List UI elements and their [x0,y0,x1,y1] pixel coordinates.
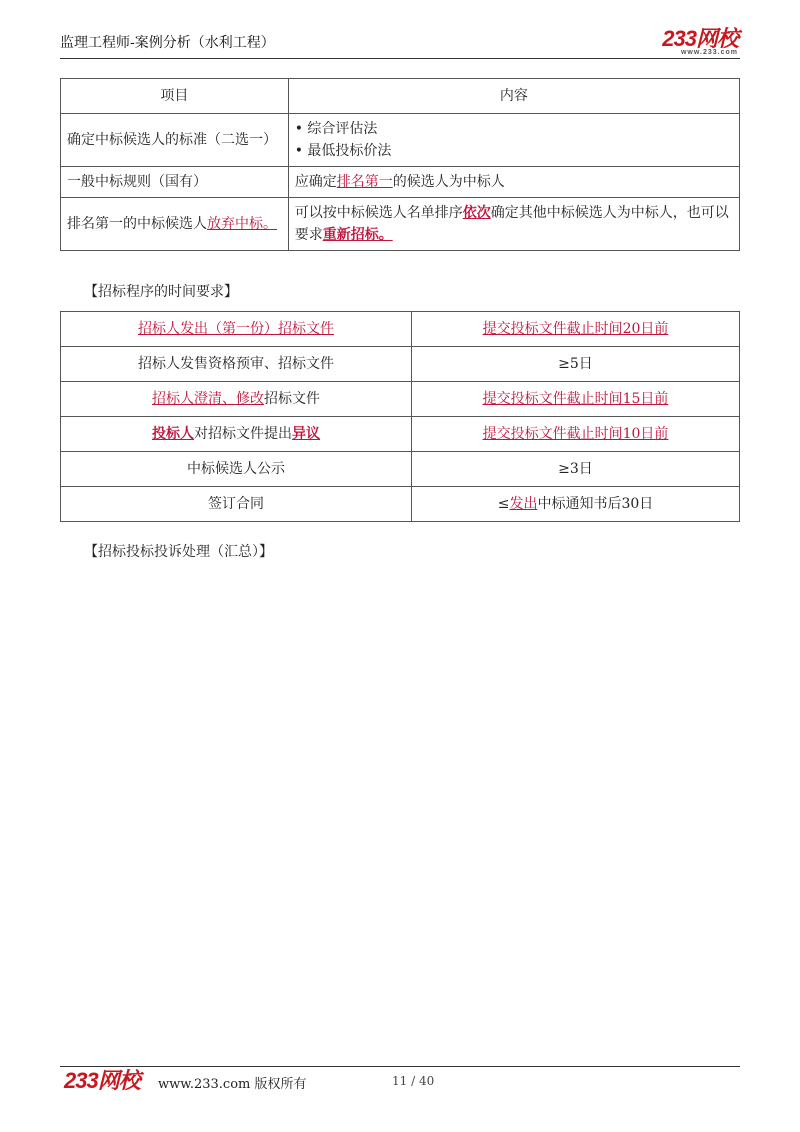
table-row [61,167,740,198]
highlight-text: 招标人发出（第一份）招标文件 [138,321,334,337]
footer-logo[interactable] [64,1064,140,1095]
cell-step: 中标候选人公示 [61,452,412,487]
highlight-text: 放弃中标。 [207,216,277,232]
text: 应确定 [294,174,337,190]
header-divider [60,58,740,59]
table-row [61,487,740,522]
text: 中标通知书后30日 [537,496,654,512]
cell-step [61,417,412,452]
highlight-text: 发出 [509,496,538,512]
table-row [61,347,740,382]
highlight-text: 重新招标。 [322,227,393,243]
table-row [61,417,740,452]
footer-divider [60,1066,740,1067]
page-header [60,28,740,58]
text: 的候选人为中标人 [392,174,505,190]
document-title: 监理工程师-案例分析（水利工程） [60,35,275,51]
text: ≤ [497,496,510,512]
highlight-text: 招标人澄清、修改 [152,391,264,407]
list-item: • 综合评估法 [294,121,378,137]
highlight-text: 提交投标文件截止时间15日前 [482,391,669,407]
cell-step: 招标人发售资格预审、招标文件 [61,347,412,382]
cell-step: 签订合同 [61,487,412,522]
highlight-text: 依次 [462,205,491,221]
text: 招标文件 [264,391,320,407]
list-item: • 最低投标价法 [294,143,392,159]
table-row [61,312,740,347]
table-header-row [61,79,740,114]
section-heading-time-requirements: 【招标程序的时间要求】 [84,284,238,300]
tender-timeline-table [60,311,740,522]
cell-deadline [412,417,740,452]
cell-deadline: ≥3日 [412,452,740,487]
cell-deadline [412,382,740,417]
logo-text: 233网校 [662,26,738,51]
cell-item: 确定中标候选人的标准（二选一） [61,114,289,167]
text: 可以按中标候选人名单排序 [294,205,463,221]
highlight-text: 投标人 [152,426,194,442]
cell-deadline [412,312,740,347]
cell-item: 一般中标规则（国有） [61,167,289,198]
table-row [61,382,740,417]
highlight-text: 排名第一 [336,174,393,190]
cell-item [61,198,289,251]
copyright-text: www.233.com 版权所有 [158,1077,307,1092]
highlight-text: 异议 [292,426,320,442]
column-header-item: 项目 [61,79,289,114]
cell-content [288,114,739,167]
table-row [61,198,740,251]
text: 排名第一的中标候选人 [67,216,207,232]
column-header-content: 内容 [288,79,739,114]
table-row [61,114,740,167]
cell-deadline: ≥5日 [412,347,740,382]
highlight-text: 提交投标文件截止时间20日前 [482,321,669,337]
brand-logo[interactable] [662,22,738,56]
table-row [61,452,740,487]
text: 对招标文件提出 [194,426,292,442]
text: 确定其他中标候选人为中标人，也可以要求 [294,205,729,243]
logo-url: www.233.com [680,49,738,56]
logo-text: 233网校 [64,1068,140,1093]
cell-step [61,382,412,417]
section-heading-complaint-handling: 【招标投标投诉处理（汇总）】 [84,544,273,560]
cell-deadline [412,487,740,522]
cell-content [288,167,739,198]
bid-winner-rules-table [60,78,740,251]
cell-step [61,312,412,347]
page-number: 11 / 40 [392,1074,435,1088]
highlight-text: 提交投标文件截止时间10日前 [482,426,669,442]
cell-content [288,198,739,251]
